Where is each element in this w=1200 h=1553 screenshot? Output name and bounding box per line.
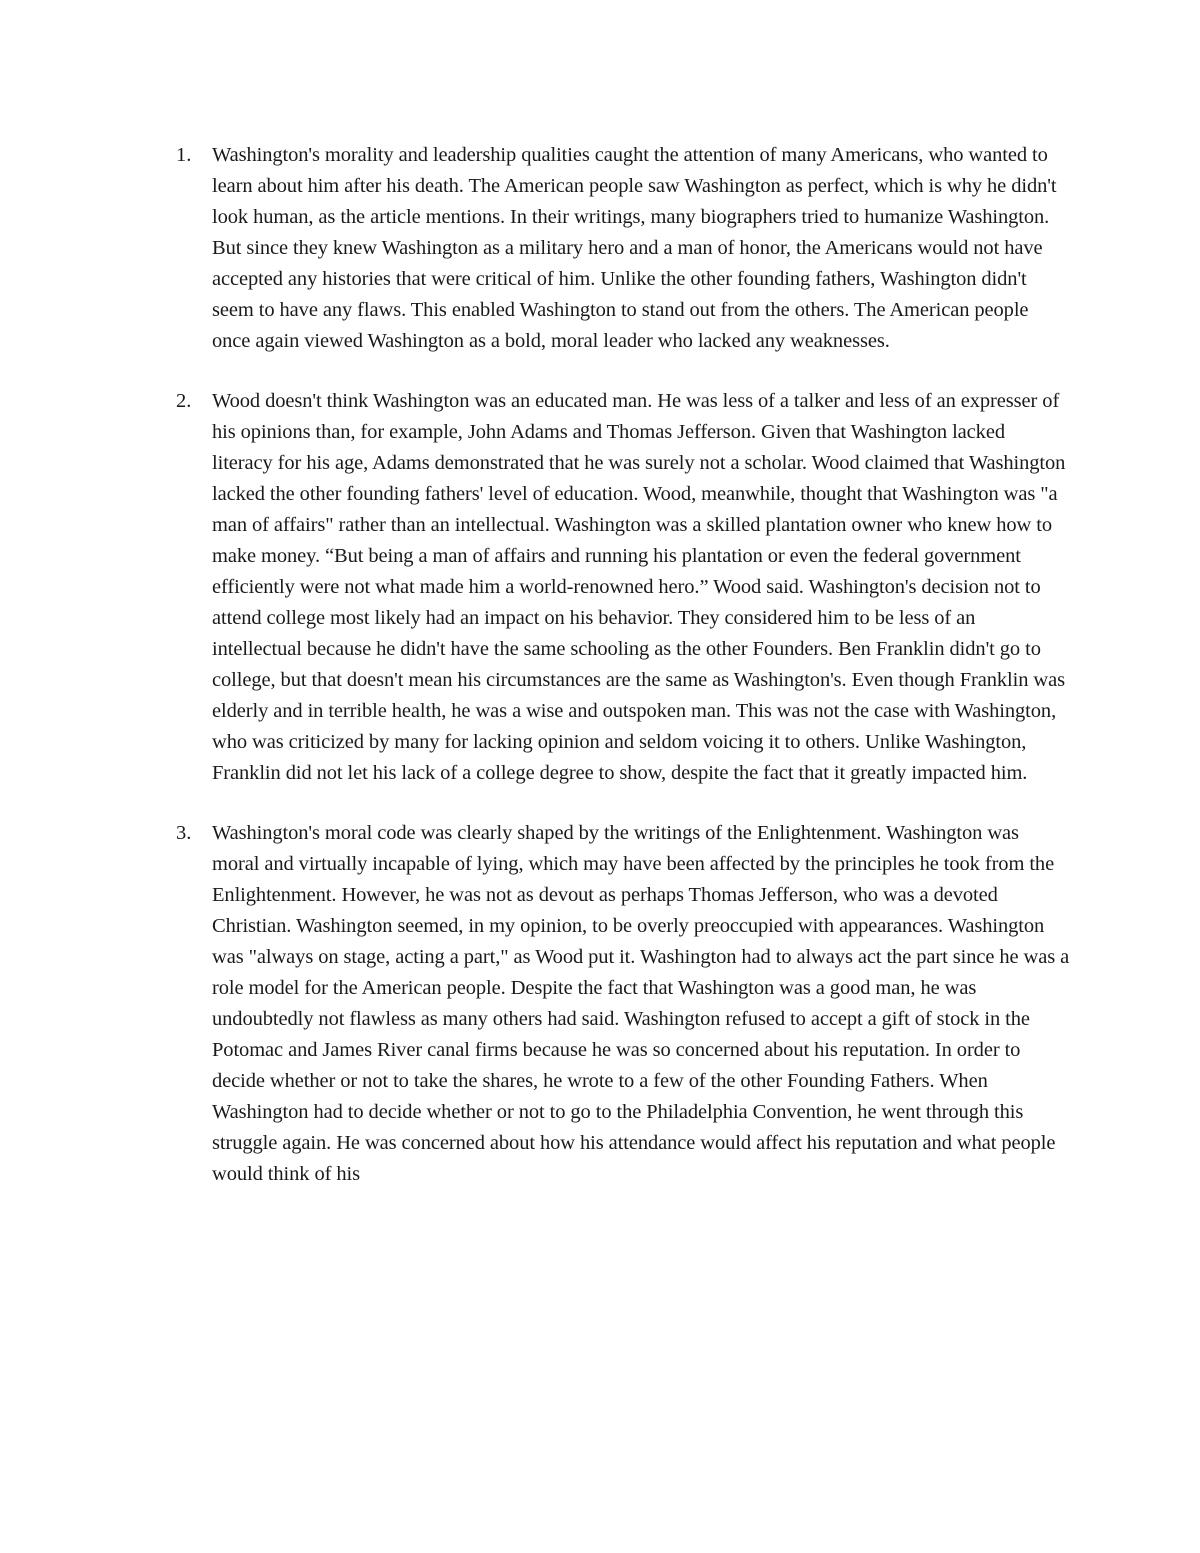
list-item-1 xyxy=(170,140,1070,357)
list-number: 3. xyxy=(176,822,192,844)
numbered-list xyxy=(170,140,1070,1219)
paragraph-text: Wood doesn't think Washington was an educated man. He was less of a talker and less of an expresser of his opinions than, for example, John Adams and Thomas Jefferson. Given that Washington lacked literacy for his age, Adams demonstrated that he was surely not a scholar. Wood claimed that Washington lacked the other founding fathers' level of education. Wood, meanwhile, thought that Washington was "a man of affairs" rather than an intellectual. Washington was a skilled plantation owner who knew how to make money. “But being a man of affairs and running his plantation or even the federal government efficiently were not what made him a world-renowned hero.” Wood said. Washington's decision not to attend college most likely had an impact on his behavior. They considered him to be less of an intellectual because he didn't have the same schooling as the other Founders. Ben Franklin didn't go to college, but that doesn't mean his circumstances are the same as Washington's. Even though Franklin was elderly and in terrible health, he was a wise and outspoken man. This was not the case with Washington, who was criticized by many for lacking opinion and seldom voicing it to others. Unlike Washington, Franklin did not let his lack of a college degree to show, despite the fact that it greatly impacted him. xyxy=(212,390,1066,784)
list-number: 2. xyxy=(176,390,192,412)
paragraph-text: Washington's morality and leadership qualities caught the attention of many Americans, who wanted to learn about him after his death. The American people saw Washington as perfect, which is why he didn't look human, as the article mentions. In their writings, many biographers tried to humanize Washington. But since they knew Washington as a military hero and a man of honor, the Americans would not have accepted any histories that were critical of him. Unlike the other founding fathers, Washington didn't seem to have any flaws. This enabled Washington to stand out from the others. The American people once again viewed Washington as a bold, moral leader who lacked any weaknesses. xyxy=(212,144,1057,352)
list-item-2 xyxy=(170,386,1070,789)
list-item-3 xyxy=(170,818,1070,1190)
list-number: 1. xyxy=(176,144,192,166)
paragraph-text: Washington's moral code was clearly shaped by the writings of the Enlightenment. Washington was moral and virtually incapable of lying, which may have been affected by the principles he took from the Enlightenment. However, he was not as devout as perhaps Thomas Jefferson, who was a devoted Christian. Washington seemed, in my opinion, to be overly preoccupied with appearances. Washington was "always on stage, acting a part," as Wood put it. Washington had to always act the part since he was a role model for the American people. Despite the fact that Washington was a good man, he was undoubtedly not flawless as many others had said. Washington refused to accept a gift of stock in the Potomac and James River canal firms because he was so concerned about his reputation. In order to decide whether or not to take the shares, he wrote to a few of the other Founding Fathers. When Washington had to decide whether or not to go to the Philadelphia Convention, he went through this struggle again. He was concerned about how his attendance would affect his reputation and what people would think of his xyxy=(212,822,1070,1185)
